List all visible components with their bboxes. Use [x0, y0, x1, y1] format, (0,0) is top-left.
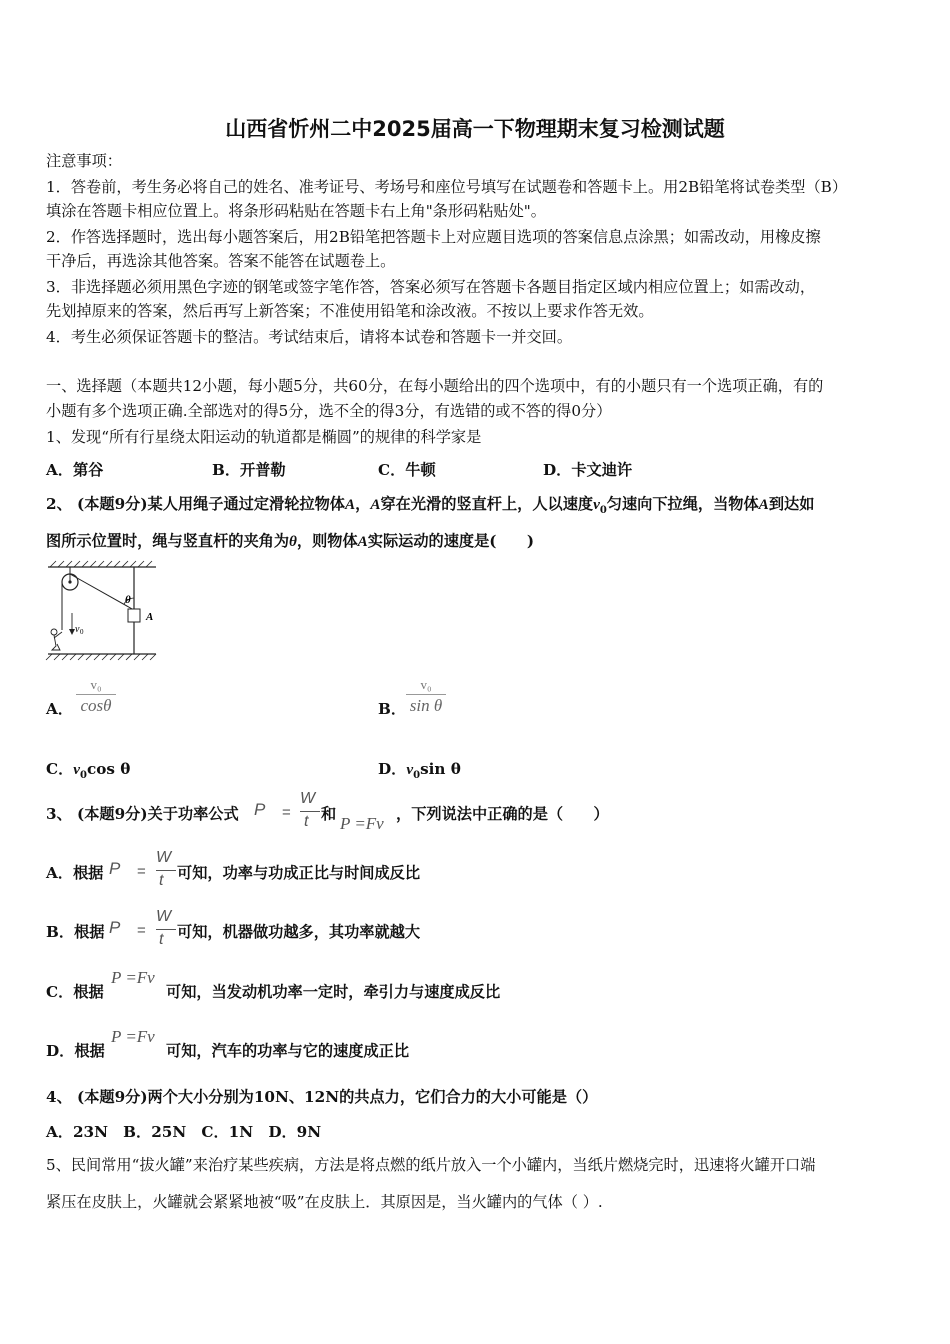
- q5-stem-line2: 紧压在皮肤上，火罐就会紧紧地被“吸”在皮肤上．其原因是，当火罐内的气体（ ）.: [46, 1193, 603, 1211]
- formula-bar: [300, 811, 320, 812]
- formula-P: P: [109, 918, 121, 937]
- q5-stem-line1: 5、民间常用“拔火罐”来治疗某些疾病，方法是将点燃的纸片放入一个小罐内，当纸片燃烧完时，迅速将火罐开口端: [46, 1156, 816, 1174]
- q2-stem-line2: 图所示位置时，绳与竖直杆的夹角为θ，则物体A实际运动的速度是( ): [46, 532, 535, 550]
- formula-P: P: [254, 800, 266, 819]
- q4-stem: 4、 (本题9分)两个大小分别为10N、12N的共点力，它们合力的大小可能是（）: [46, 1088, 598, 1106]
- q3-option-d-pre: D．根据: [46, 1042, 105, 1060]
- q3-option-c-post: 可知，当发动机功率一定时，牵引力与速度成反比: [166, 983, 501, 1001]
- formula-W: W: [300, 790, 316, 807]
- notice-line: 2．作答选择题时，选出每小题答案后，用2B铅笔把答题卡上对应题目选项的答案信息点涂黑；如需改动，用橡皮擦: [46, 228, 821, 246]
- q2-option-a-label: A．: [46, 700, 73, 718]
- q1-option-b: B．开普勒: [212, 461, 286, 479]
- q1-stem: 1、发现“所有行星绕太阳运动的轨道都是椭圆”的规律的科学家是: [46, 428, 482, 446]
- formula-eq: =: [137, 922, 146, 939]
- formula-PFv: P =Fv: [111, 968, 155, 987]
- formula-t: t: [159, 931, 164, 948]
- q3-option-c-pre: C．根据: [46, 983, 104, 1001]
- notice-line: 先划掉原来的答案，然后再写上新答案；不准使用铅笔和涂改液。不按以上要求作答无效。: [46, 302, 654, 320]
- formula-P: P: [109, 859, 121, 878]
- block-label: A: [146, 611, 154, 623]
- q1-option-a: A．第谷: [46, 461, 104, 479]
- page-title: 山西省忻州二中2025届高一下物理期末复习检测试题: [225, 117, 725, 141]
- q4-options: A．23N B．25N C．1N D．9N: [46, 1123, 322, 1141]
- q2-option-c: C．$v_0\cos$ θ: [46, 760, 131, 782]
- q2-stem-line1: 2、 (本题9分)某人用绳子通过定滑轮拉物体A，A穿在光滑的竖直杆上，人以速度$v_0$匀速向下拉绳，当物体A到达如: [46, 495, 815, 517]
- q2-option-d: D．$v_0\sin$ θ: [378, 760, 461, 782]
- q2-option-b-label: B．: [378, 700, 407, 718]
- theta-label: θ: [125, 594, 131, 606]
- notice-line: 3．非选择题必须用黑色字迹的钢笔或签字笔作答，答案必须写在答题卡各题目指定区域内相应位置上；如需改动，: [46, 278, 816, 296]
- q3-stem-post: ，下列说法中正确的是（ ）: [396, 805, 609, 823]
- formula-t: t: [304, 813, 309, 830]
- velocity-label: v: [75, 624, 80, 635]
- q3-option-a-post: 可知，功率与功成正比与时间成反比: [177, 864, 420, 882]
- q3-stem-and: 和: [321, 805, 337, 823]
- notice-line: 填涂在答题卡相应位置上。将条形码粘贴在答题卡右上角"条形码粘贴处"。: [46, 202, 546, 220]
- q3-option-b-pre: B．根据: [46, 923, 105, 941]
- notice-heading: 注意事项：: [46, 152, 122, 170]
- pulley-diagram: [40, 558, 160, 662]
- formula-W: W: [156, 849, 172, 866]
- formula-W: W: [156, 908, 172, 925]
- q2-option-b-fraction: v₀ sin θ: [406, 678, 446, 715]
- notice-line: 干净后，再选涂其他答案。答案不能答在试题卷上。: [46, 252, 396, 270]
- formula-PFv: P =Fv: [111, 1027, 155, 1046]
- q1-option-c: C．牛顿: [378, 461, 436, 479]
- notice-line: 4．考生必须保证答题卡的整洁。考试结束后，请将本试卷和答题卡一并交回。: [46, 328, 573, 346]
- q3-option-d-post: 可知，汽车的功率与它的速度成正比: [166, 1042, 409, 1060]
- formula-eq: =: [282, 804, 291, 821]
- formula-eq: =: [137, 863, 146, 880]
- q3-option-a-pre: A．根据: [46, 864, 104, 882]
- q3-stem-pre: 3、 (本题9分)关于功率公式: [46, 805, 239, 823]
- formula-PFv: P =Fv: [340, 814, 384, 833]
- formula-t: t: [159, 872, 164, 889]
- section-heading: 一、选择题（本题共12小题，每小题5分，共60分，在每小题给出的四个选项中，有的小题只有一个选项正确，有的: [46, 377, 824, 395]
- q1-option-d: D．卡文迪许: [543, 461, 633, 479]
- section-heading: 小题有多个选项正确.全部选对的得5分，选不全的得3分，有选错的或不答的得0分）: [46, 402, 612, 420]
- velocity-sub: 0: [80, 628, 84, 636]
- notice-line: 1．答卷前，考生务必将自己的姓名、准考证号、考场号和座位号填写在试题卷和答题卡上。用2B铅笔将试卷类型（B）: [46, 178, 848, 196]
- formula-bar: [156, 929, 176, 930]
- q3-option-b-post: 可知，机器做功越多，其功率就越大: [177, 923, 420, 941]
- q2-option-a-fraction: v₀ cosθ: [76, 678, 116, 715]
- formula-bar: [156, 870, 176, 871]
